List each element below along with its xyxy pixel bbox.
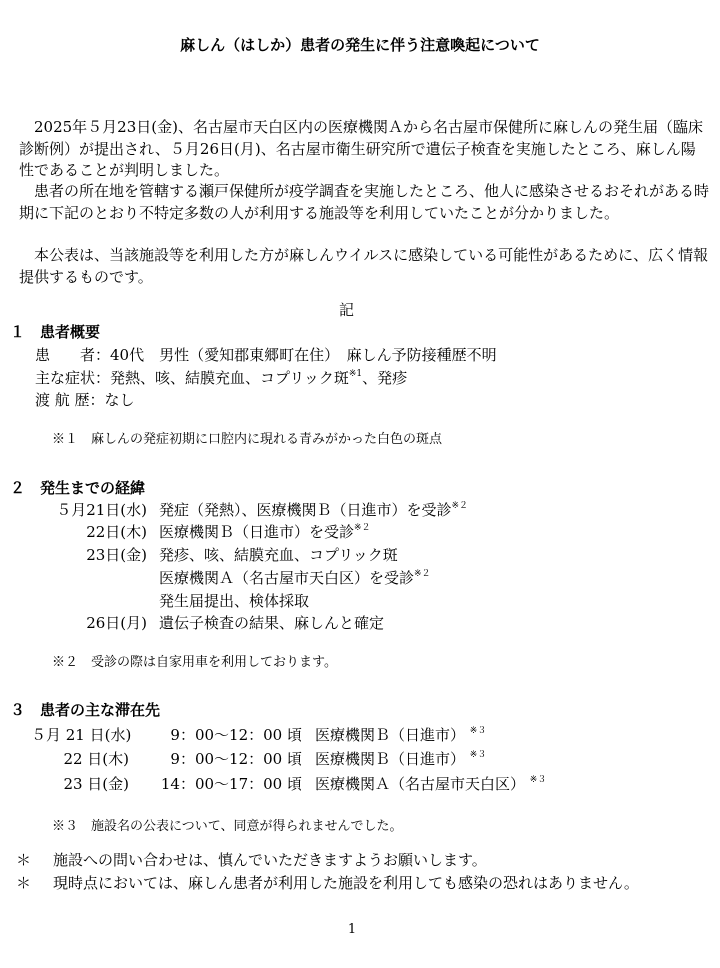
- timeline-event-text: 発生届提出、検体採取: [159, 592, 310, 610]
- symptom-tail: 、発疹: [362, 369, 408, 387]
- symptom-row: [35, 367, 407, 388]
- stay-time: 14：00～17：00 頃: [160, 775, 302, 793]
- timeline-note-mark: ※２: [414, 569, 431, 579]
- page-title: 麻しん（はしか）患者の発生に伴う注意喚起について: [180, 36, 540, 54]
- section3-heading: ３ 患者の主な滞在先: [10, 701, 161, 719]
- intro-paragraph-2: 患者の所在地を管轄する瀬戸保健所が疫学調査を実施したところ、他人に感染させるおそれがある時期に下記のとおり不特定多数の人が利用する施設等を利用していたことが分かりました。: [19, 182, 710, 222]
- timeline-event-text: 発疹、咳、結膜充血、コプリック斑: [159, 546, 398, 564]
- timeline-note-mark: ※２: [354, 523, 371, 533]
- symptom-label: 主な症状：: [35, 369, 111, 387]
- symptom-note-mark: ※1: [348, 369, 363, 379]
- timeline-event: [159, 499, 468, 520]
- section1-note: ※１ 麻しんの発症初期に口腔内に現れる青みがかった白色の斑点: [52, 432, 443, 447]
- ki-marker: 記: [339, 301, 355, 319]
- timeline-event: [159, 590, 309, 611]
- stay-place-text: 医療機関Ａ（名古屋市天白区）: [315, 775, 526, 793]
- stay-place-text: 医療機関Ｂ（日進市）: [315, 726, 466, 744]
- stay-place: [315, 748, 486, 769]
- section1-heading: １ 患者概要: [10, 323, 101, 341]
- footnote-mark: ＊: [16, 874, 32, 892]
- timeline-date: 26日(月): [86, 614, 147, 632]
- symptom-value: 発熱、咳、結膜充血、コプリック斑: [110, 369, 349, 387]
- section2-note: ※２ 受診の際は自家用車を利用しております。: [52, 655, 337, 670]
- timeline-date: 23日(金): [86, 546, 147, 564]
- patient-row: [35, 344, 497, 365]
- section2-heading: ２ 発生までの経緯: [10, 479, 146, 497]
- timeline-event-text: 遺伝子検査の結果、麻しんと確定: [159, 614, 385, 632]
- travel-row: [35, 389, 135, 410]
- stay-note-mark: ※３: [469, 750, 487, 760]
- travel-label: 渡 航 歴：: [35, 391, 105, 409]
- stay-place-text: 医療機関Ｂ（日進市）: [315, 750, 466, 768]
- stay-date: ５月 21 日(水): [31, 726, 132, 744]
- timeline-event: [159, 612, 384, 633]
- patient-label: 患 者：: [35, 346, 111, 364]
- stay-place: [315, 724, 486, 745]
- timeline-date: 22日(木): [86, 523, 147, 541]
- timeline-event-text: 医療機関Ａ（名古屋市天白区）を受診: [159, 569, 415, 587]
- timeline-event: [159, 544, 398, 565]
- stay-note-mark: ※３: [469, 726, 487, 736]
- stay-place: [315, 773, 546, 794]
- timeline-note-mark: ※２: [451, 501, 469, 511]
- page-number: 1: [347, 922, 357, 937]
- timeline-event: [159, 521, 371, 542]
- stay-date: 22 日(木): [63, 750, 129, 768]
- patient-value: 40代 男性（愛知郡東郷町在住） 麻しん予防接種歴不明: [110, 346, 497, 364]
- footnote-text: 現時点においては、麻しん患者が利用した施設を利用しても感染の恐れはありません。: [53, 874, 639, 892]
- stay-time: 9：00～12：00 頃: [170, 726, 302, 744]
- footnote-mark: ＊: [16, 851, 32, 869]
- timeline-event: [159, 567, 431, 588]
- stay-note-mark: ※３: [529, 775, 547, 785]
- stay-time: 9：00～12：00 頃: [170, 750, 302, 768]
- section3-note: ※３ 施設名の公表について、同意が得られませんでした。: [52, 819, 403, 834]
- timeline-event-text: 発症（発熱）、医療機関Ｂ（日進市）を受診: [159, 501, 452, 519]
- intro-paragraph-3: 本公表は、当該施設等を利用した方が麻しんウイルスに感染している可能性があるために、広く情報提供するものです。: [19, 246, 709, 286]
- travel-value: なし: [104, 391, 135, 409]
- footnote-text: 施設への問い合わせは、慎んでいただきますようお願いします。: [53, 851, 487, 869]
- timeline-date: ５月21日(水): [56, 501, 147, 519]
- intro-paragraph-1: 2025年５月23日(金)、名古屋市天白区内の医療機関Ａから名古屋市保健所に麻しんの発生届（臨床診断例）が提出され、５月26日(月)、名古屋市衛生研究所で遺伝子検査を実施したところ、麻しん陽性であることが判明しました。: [19, 118, 703, 179]
- stay-date: 23 日(金): [63, 775, 129, 793]
- timeline-event-text: 医療機関Ｂ（日進市）を受診: [159, 523, 355, 541]
